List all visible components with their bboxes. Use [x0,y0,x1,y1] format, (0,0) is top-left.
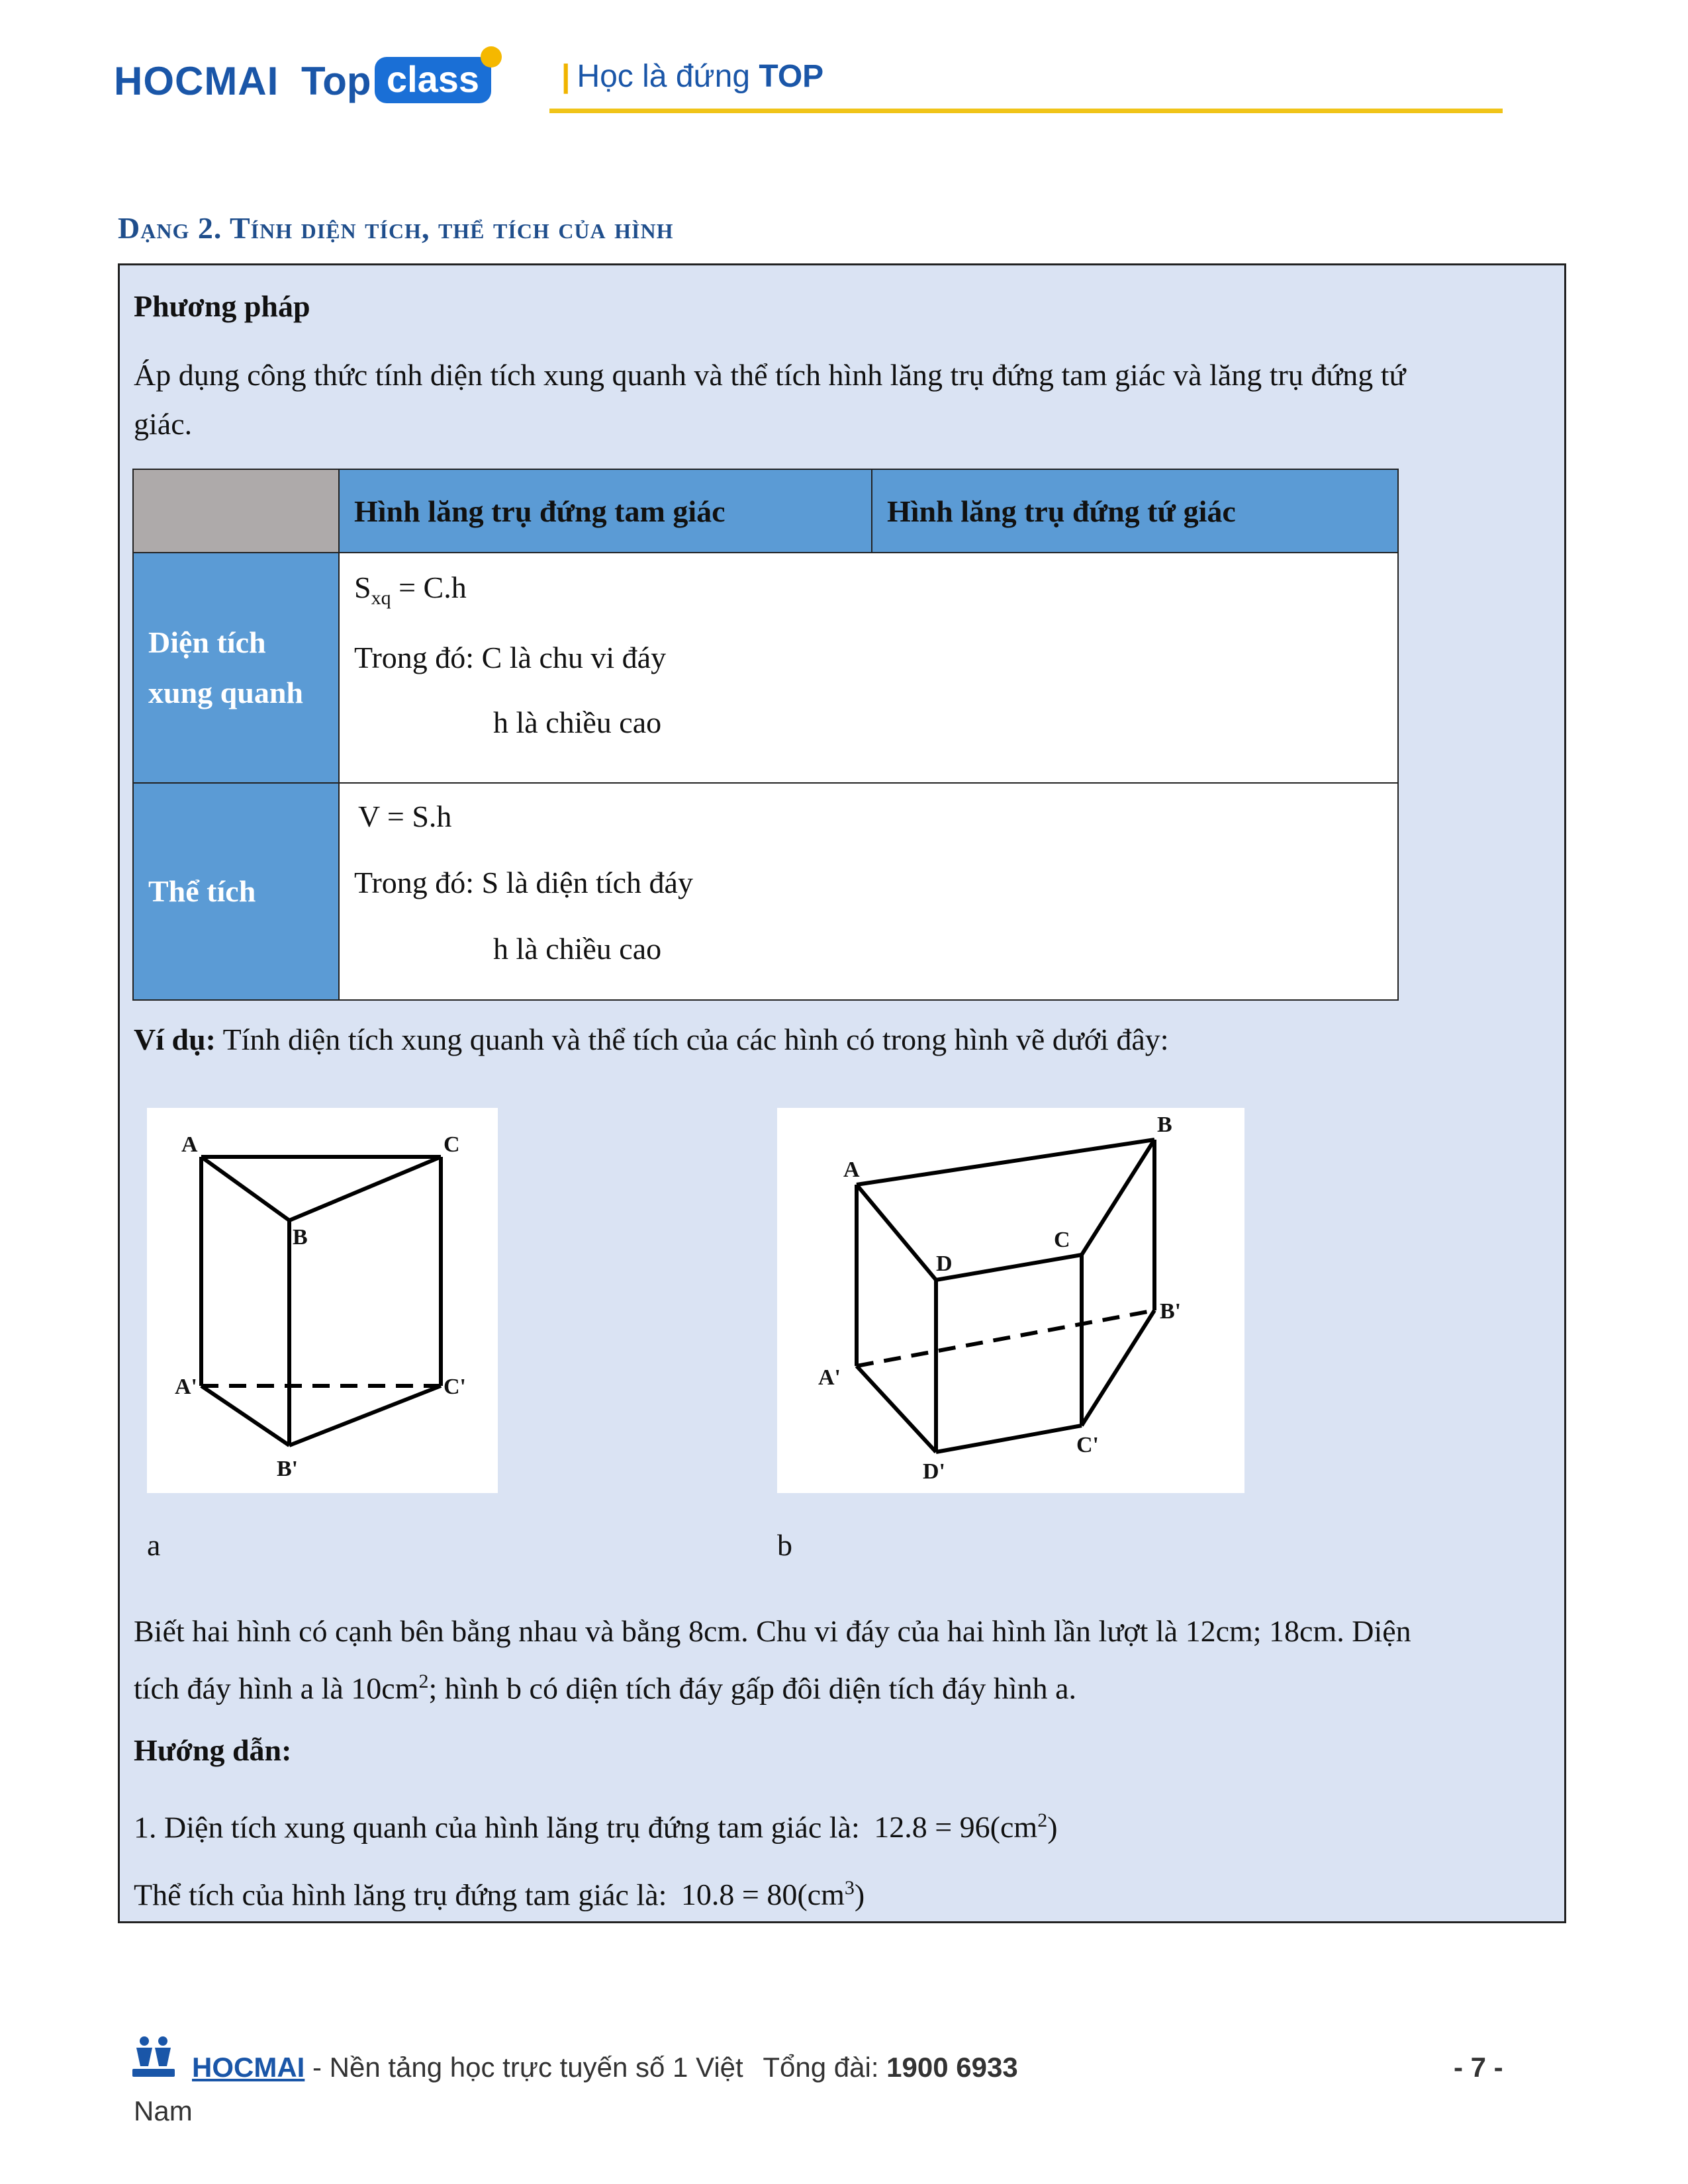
example-line [134,1015,1169,1064]
tagline-prefix: Học là đứng [577,59,751,94]
method-text-line1: Áp dụng công thức tính diện tích xung quanh và thể tích hình lăng trụ đứng tam giác và lăng trụ đứng tứ [134,358,1406,392]
vertex-label: C' [444,1375,466,1399]
method-heading: Phương pháp [134,289,310,323]
given-line2-part1: tích đáy hình a là 10cm [134,1671,419,1706]
footer-line [192,2052,1018,2083]
figure-b-quadrilateral-prism [777,1108,1244,1493]
row-label-lateral-area [133,553,339,783]
given-line1: Biết hai hình có cạnh bên bằng nhau và bằng 8cm. Chu vi đáy của hai hình lần lượt là 12cm; 18cm. Diện [134,1614,1411,1648]
formula-table [132,469,1399,1001]
vertex-label: B [1157,1113,1172,1137]
guide-line1-sup: 2 [1037,1809,1048,1831]
row-label-lateral-area-line2: xung quanh [148,676,303,709]
lateral-area-formula [354,570,1397,616]
lateral-area-formula-cell [339,553,1398,783]
section-title: Dạng 2. Tính diện tích, thể tích của hình [118,211,674,245]
method-text-line2: giác. [134,407,193,441]
logo-class-badge: class [375,57,491,103]
hocmai-logo-icon [130,2034,177,2079]
row-label-volume: Thể tích [133,783,339,1000]
footer-hotline-label: Tổng đài: [763,2052,879,2083]
formula-sub-xq: xq [371,587,391,610]
sun-icon [481,46,502,68]
volume-formula-cell [339,783,1398,1000]
figure-b-caption: b [777,1528,792,1562]
formula-s: S [354,570,371,604]
logo-top: Top [301,59,371,103]
footer-brand-link[interactable]: HOCMAI [192,2052,305,2083]
vertex-label: A' [818,1365,841,1390]
formula-rhs: = C.h [399,570,467,604]
header-tagline: | Học là đứng TOP [561,59,824,94]
guide-line2 [134,1864,865,1919]
volume-formula: V = S.h [358,799,452,833]
figure-a-triangular-prism [147,1108,498,1493]
tagline-emphasis: TOP [759,59,824,94]
example-text: Tính diện tích xung quanh và thể tích của các hình có trong hình vẽ dưới đây: [222,1023,1169,1056]
guide-line1-formula: 12.8 = 96(cm [874,1810,1038,1844]
figure-a-caption: a [147,1528,161,1562]
footer-hotline: 1900 6933 [886,2052,1018,2083]
logo-hocmai: HOCMAI [114,59,279,103]
vertex-label: C' [1076,1433,1099,1457]
guide-line2-close: ) [854,1878,865,1912]
guide-line2-formula: 10.8 = 80(cm [680,1878,845,1912]
page-number: - 7 - [1454,2052,1503,2083]
vertex-label: C [1054,1228,1070,1252]
given-sup: 2 [418,1670,429,1692]
row-label-lateral-area-line1: Diện tích [148,625,266,659]
lateral-area-where: Trong đó: C là chu vi đáy [354,641,667,675]
footer-wrap: Nam [134,2095,193,2126]
guide-heading: Hướng dẫn: [134,1733,292,1767]
given-line2 [134,1657,1076,1713]
lateral-area-h: h là chiều cao [493,705,662,740]
guide-line2-sup: 3 [844,1877,855,1899]
table-header-triangular: Hình lăng trụ đứng tam giác [339,469,872,553]
vertex-label: A [843,1158,860,1182]
vertex-label: B [293,1225,308,1250]
volume-where: Trong đó: S là diện tích đáy [354,866,693,899]
vertex-label: B' [277,1457,299,1481]
vertex-label: B' [1160,1299,1182,1324]
vertex-label: A' [175,1375,197,1399]
guide-line1 [134,1796,1058,1852]
table-header-quadrilateral: Hình lăng trụ đứng tứ giác [872,469,1398,553]
vertex-label: D [936,1251,953,1276]
vertex-label: D' [923,1459,945,1484]
volume-h: h là chiều cao [493,932,662,966]
given-line2-part2: ; hình b có diện tích đáy gấp đôi diện tích đáy hình a. [428,1671,1077,1706]
example-label: Ví dụ: [134,1023,216,1056]
guide-line2-text: Thể tích của hình lăng trụ đứng tam giác là: [134,1878,667,1912]
footer-text: - Nền tảng học trực tuyến số 1 Việt [305,2052,743,2083]
vertex-label: C [444,1132,460,1157]
header-divider [549,109,1503,113]
guide-line1-close: ) [1047,1810,1058,1844]
vertex-label: A [181,1132,198,1157]
table-corner-cell [133,469,339,553]
guide-line1-text: 1. Diện tích xung quanh của hình lăng trụ đứng tam giác là: [134,1810,860,1844]
